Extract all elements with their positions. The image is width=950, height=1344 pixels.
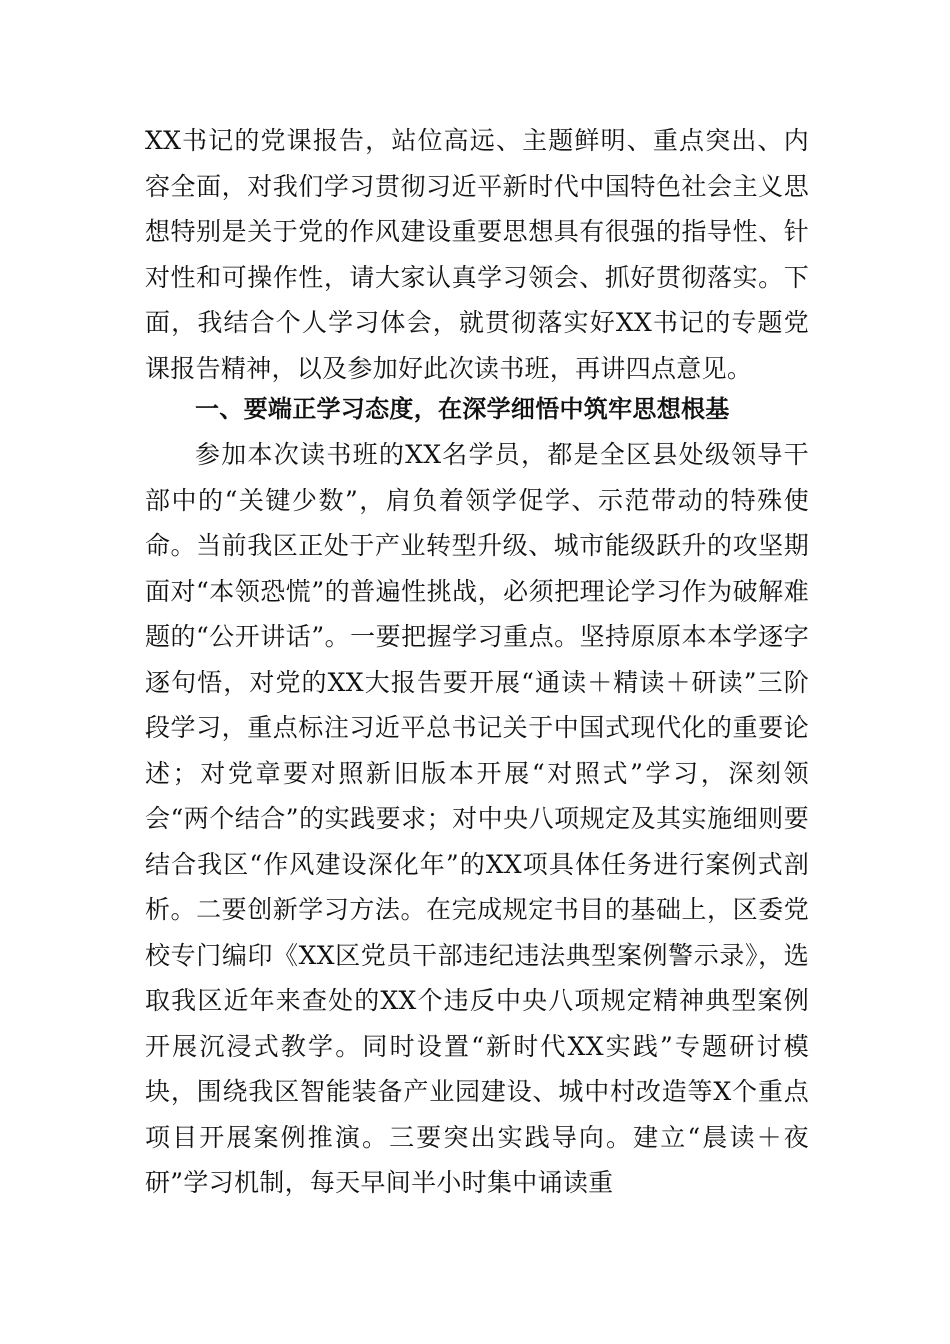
section-heading-1: 一、要端正学习态度，在深学细悟中筑牢思想根基: [195, 395, 730, 423]
body-paragraph-section-1: 参加本次读书班的XX名学员，都是全区县处级领导干部中的“关键少数”，肩负着领学促学、示范带动的特殊使命。当前我区正处于产业转型升级、城市能级跃升的攻坚期面对“本领恐慌”的普遍性挑战，必须把理论学习作为破解难题的“公开讲话”。一要把握学习重点。坚持原原本本学逐字逐句悟，对党的XX大报告要开展“通读＋精读＋研读”三阶段学习，重点标注习近平总书记关于中国式现代化的重要论述；对党章要对照新旧版本开展“对照式”学习，深刻领会“两个结合”的实践要求；对中央八项规定及其实施细则要结合我区“作风建设深化年”的XX项具体任务进行案例式剖析。二要创新学习方法。在完成规定书目的基础上，区委党校专门编印《XX区党员干部违纪违法典型案例警示录》，选取我区近年来查处的XX个违反中央八项规定精神典型案例开展沉浸式教学。同时设置“新时代XX实践”专题研讨模块，围绕我区智能装备产业园建设、城中村改造等X个重点项目开展案例推演。三要突出实践导向。建立“晨读＋夜研”学习机制，每天早间半小时集中诵读重: [145, 440, 809, 1197]
body-paragraph-intro: XX书记的党课报告，站位高远、主题鲜明、重点突出、内容全面，对我们学习贯彻习近平新时代中国特色社会主义思想特别是关于党的作风建设重要思想具有很强的指导性、针对性和可操作性，请大家认真学习领会、抓好贯彻落实。下面，我结合个人学习体会，就贯彻落实好XX书记的专题党课报告精神，以及参加好此次读书班，再讲四点意见。: [145, 126, 809, 383]
